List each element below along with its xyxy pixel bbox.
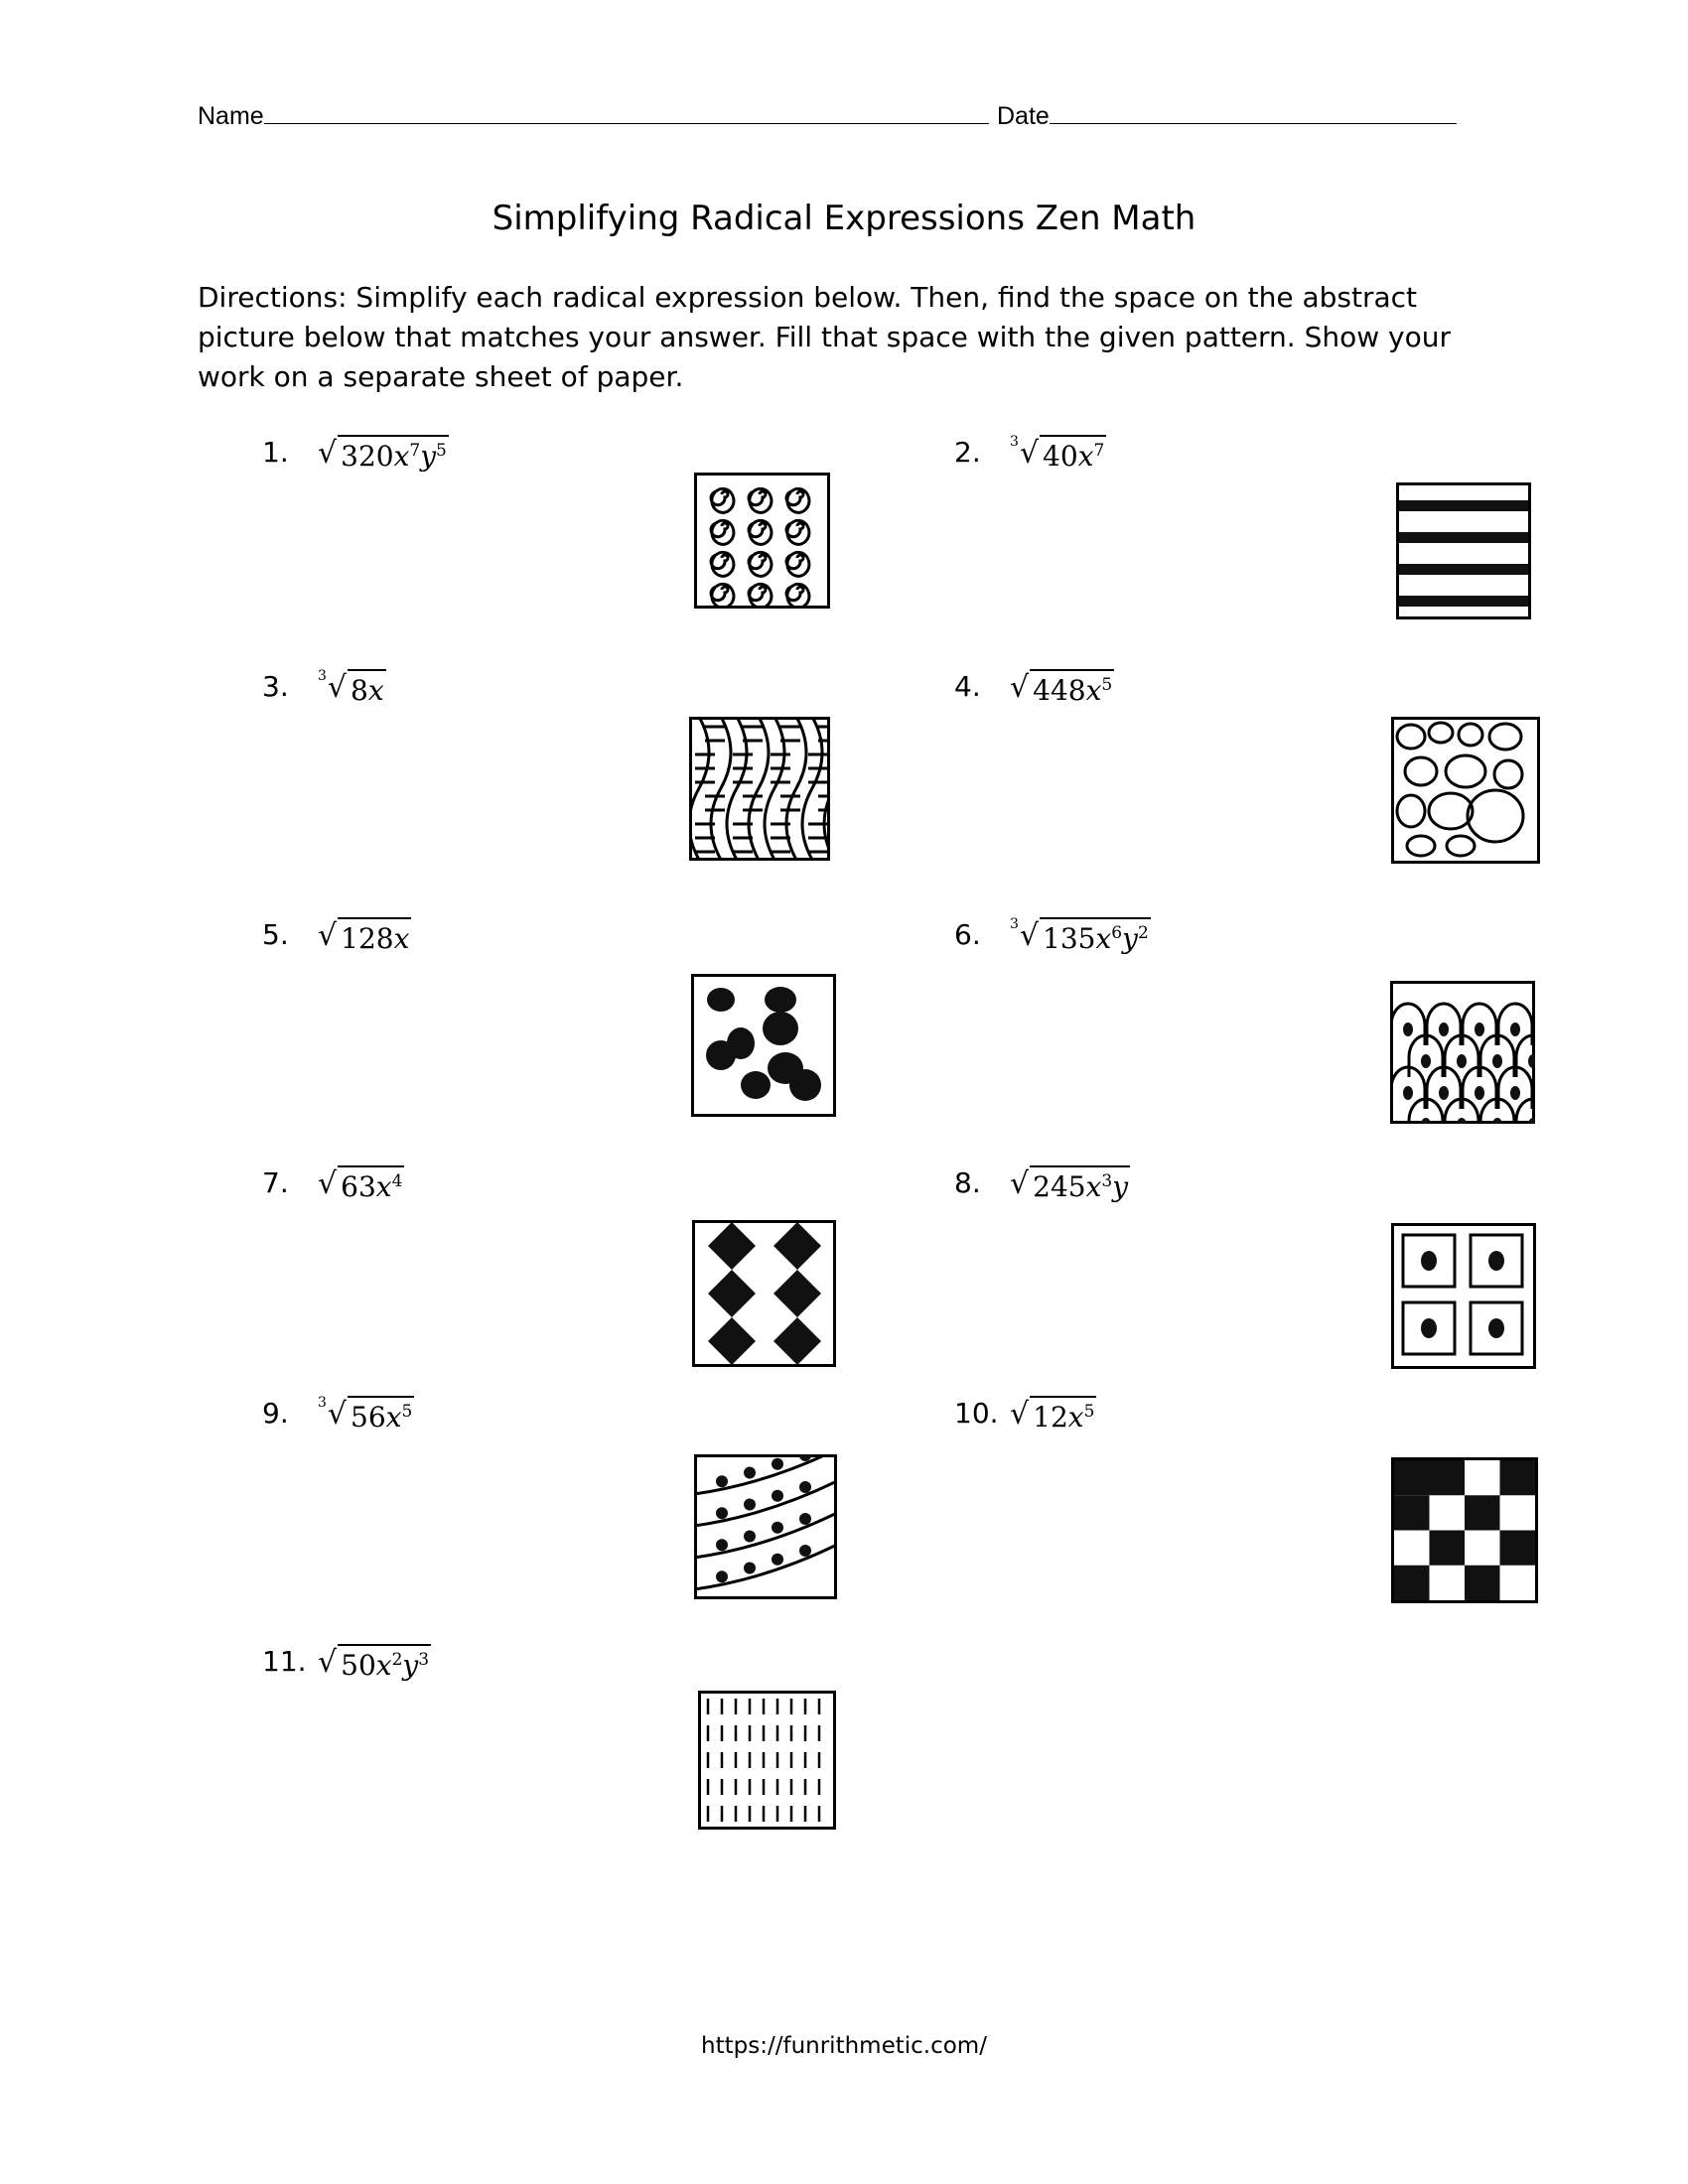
problem-9 — [262, 1394, 414, 1433]
horizontal-scribble-stripes-pattern-icon — [1396, 482, 1531, 619]
name-field[interactable] — [198, 99, 989, 131]
radical-sign-icon: √ — [1010, 670, 1030, 705]
radicand: $135x^6y^2$ — [1040, 917, 1151, 955]
name-line[interactable] — [264, 99, 989, 124]
problem-number: 5. — [262, 918, 289, 951]
problem-number: 2. — [954, 436, 981, 469]
radical-expression — [318, 917, 411, 955]
problem-7 — [262, 1163, 404, 1203]
problem-8 — [954, 1163, 1130, 1203]
radical-sign-icon: √ — [318, 1645, 338, 1680]
radicand: $56x^5$ — [348, 1396, 414, 1433]
problem-5 — [262, 915, 411, 955]
radical-sign-icon: √ — [327, 1397, 348, 1432]
radical-expression — [318, 669, 386, 707]
radical-sign-icon: √ — [327, 670, 348, 705]
radicand: 128x — [338, 917, 411, 955]
problem-number: 1. — [262, 436, 289, 469]
radical-sign-icon: √ — [1019, 436, 1040, 471]
radical-sign-icon: √ — [1010, 1397, 1030, 1432]
radicand: $448x^5$ — [1030, 669, 1114, 707]
radical-expression — [1010, 435, 1106, 473]
problem-number: 8. — [954, 1166, 981, 1199]
radicand: $245x^3y$ — [1030, 1165, 1130, 1203]
problem-number: 10. — [954, 1397, 999, 1430]
date-line[interactable] — [1050, 99, 1457, 124]
problem-number: 3. — [262, 670, 289, 703]
radicand: $12x^5$ — [1030, 1396, 1096, 1433]
radical-expression — [318, 1644, 431, 1682]
radical-expression — [318, 1165, 404, 1203]
dashes-pattern-icon — [698, 1691, 836, 1830]
directions-label: Directions — [198, 281, 339, 314]
radical-expression — [1010, 669, 1114, 707]
page-title: Simplifying Radical Expressions Zen Math — [492, 199, 1196, 238]
radical-expression — [318, 435, 449, 473]
radical-expression — [1010, 917, 1151, 955]
problem-1 — [262, 433, 449, 473]
spirals-pattern-icon — [694, 473, 830, 609]
problem-number: 7. — [262, 1166, 289, 1199]
radicand: $40x^7$ — [1040, 435, 1106, 473]
problem-4 — [954, 667, 1114, 707]
diamonds-pattern-icon — [692, 1220, 836, 1367]
radicand: $63x^4$ — [338, 1165, 404, 1203]
beaded-lines-pattern-icon — [694, 1454, 837, 1599]
radicand: 8x — [348, 669, 386, 707]
directions-text: : Simplify each radical expression below. Then, find the space on the abstract picture below that matches your answer. Fill that space with the given pattern. Show your work on a separate sheet of paper. — [198, 281, 1452, 393]
radical-sign-icon: √ — [318, 1166, 338, 1201]
radical-sign-icon: √ — [318, 436, 338, 471]
radical-expression — [1010, 1396, 1096, 1433]
problem-number: 11. — [262, 1645, 307, 1678]
radical-sign-icon: √ — [1010, 1166, 1030, 1201]
problem-number: 9. — [262, 1397, 289, 1430]
radical-index: 3 — [1010, 916, 1019, 932]
problem-6 — [954, 915, 1151, 955]
bubbles-pattern-icon — [1391, 717, 1540, 864]
checkerboard-pattern-icon — [1391, 1457, 1538, 1603]
date-label: Date — [997, 102, 1050, 130]
radical-expression — [318, 1396, 414, 1433]
problem-2 — [954, 433, 1106, 473]
problem-number: 6. — [954, 918, 981, 951]
problem-3 — [262, 667, 386, 707]
radical-index: 3 — [318, 1395, 327, 1411]
radicand: $320x^7y^5$ — [338, 435, 449, 473]
black-dots-pattern-icon — [691, 974, 836, 1117]
radical-sign-icon: √ — [318, 918, 338, 953]
squares-with-dots-pattern-icon — [1391, 1223, 1536, 1369]
footer-url: https://funrithmetic.com/ — [701, 2033, 987, 2059]
radical-index: 3 — [1010, 434, 1019, 450]
directions — [198, 278, 1488, 397]
radical-index: 3 — [318, 668, 327, 684]
problem-number: 4. — [954, 670, 981, 703]
problem-10 — [954, 1394, 1096, 1433]
radical-expression — [1010, 1165, 1130, 1203]
scales-pattern-icon — [1390, 981, 1535, 1124]
problem-11 — [262, 1642, 431, 1682]
date-field[interactable] — [997, 99, 1457, 131]
radical-sign-icon: √ — [1019, 918, 1040, 953]
name-label: Name — [198, 102, 264, 130]
wavy-ladders-pattern-icon — [689, 717, 830, 861]
radicand: $50x^2y^3$ — [338, 1644, 431, 1682]
